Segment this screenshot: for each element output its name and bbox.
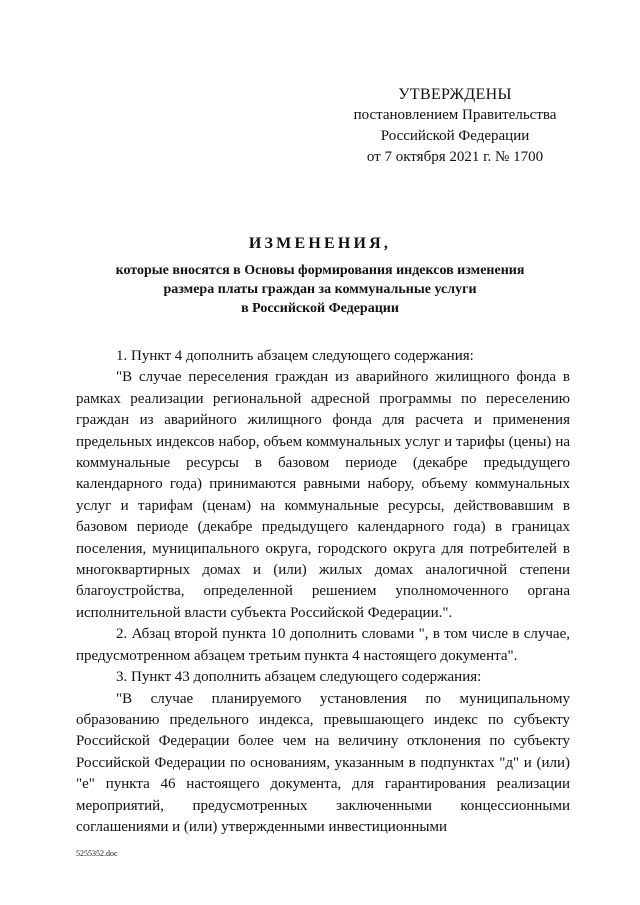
- title-subtitle-line-1: которые вносятся в Основы формирования индексов изменения: [115, 263, 525, 278]
- paragraph-quote-1: "В случае переселения граждан из аварийного жилищного фонда в рамках реализации региональной адресной программы по переселению граждан из аварийного жилищного фонда для расчета и применения предельных индексов набор, объем коммунальных услуг и тарифы (цены) на коммунальные ресурсы в базовом периоде (декабре предыдущего календарного года) принимаются равными набору, объему коммунальных услуг и тарифам (ценам) на коммунальные ресурсы, действовавшим в базовом периоде (декабре предыдущего календарного года) в границах поселения, муниципального округа, городского округа для потребителей в многоквартирных домах и (или) жилых домах аналогичной степени благоустройства, определенной решением уполномоченного органа исполнительной власти субъекта Российской Федерации.".: [76, 369, 570, 621]
- approval-line-date: от 7 октября 2021 г. № 1700: [366, 149, 544, 165]
- approval-line-decree: постановлением Правительства: [353, 107, 557, 123]
- approval-line-federation: Российской Федерации: [380, 128, 530, 144]
- document-title: [80, 233, 560, 318]
- paragraph-item-2: 2. Абзац второй пункта 10 дополнить словами ", в том числе в случае, предусмотренном абзацем третьим пункта 4 настоящего документа".: [76, 626, 570, 664]
- approval-stamp: [340, 84, 570, 168]
- footer-doc-id: 5255352.doc: [76, 849, 118, 858]
- paragraph-quote-2: "В случае планируемого установления по муниципальному образованию предельного индекса, превышающего индекс по субъекту Российской Федерации более чем на величину отклонения по субъекту Российской Федерации по основаниям, указанным в подпунктах "д" и (или) "е" пункта 46 настоящего документа, для гарантирования реализации мероприятий, предусмотренных заключенными концессионными соглашениями и (или) утвержденными инвестиционными: [76, 690, 570, 835]
- title-main: ИЗМЕНЕНИЯ,: [248, 235, 392, 252]
- title-subtitle-line-2: размера платы граждан за коммунальные услуги: [163, 282, 477, 297]
- document-body: [76, 346, 570, 838]
- approval-heading: УТВЕРЖДЕНЫ: [398, 86, 512, 103]
- title-subtitle-line-3: в Российской Федерации: [241, 301, 399, 316]
- paragraph-item-3: 3. Пункт 43 дополнить абзацем следующего содержания:: [116, 669, 482, 686]
- paragraph-item-1: 1. Пункт 4 дополнить абзацем следующего содержания:: [116, 348, 474, 364]
